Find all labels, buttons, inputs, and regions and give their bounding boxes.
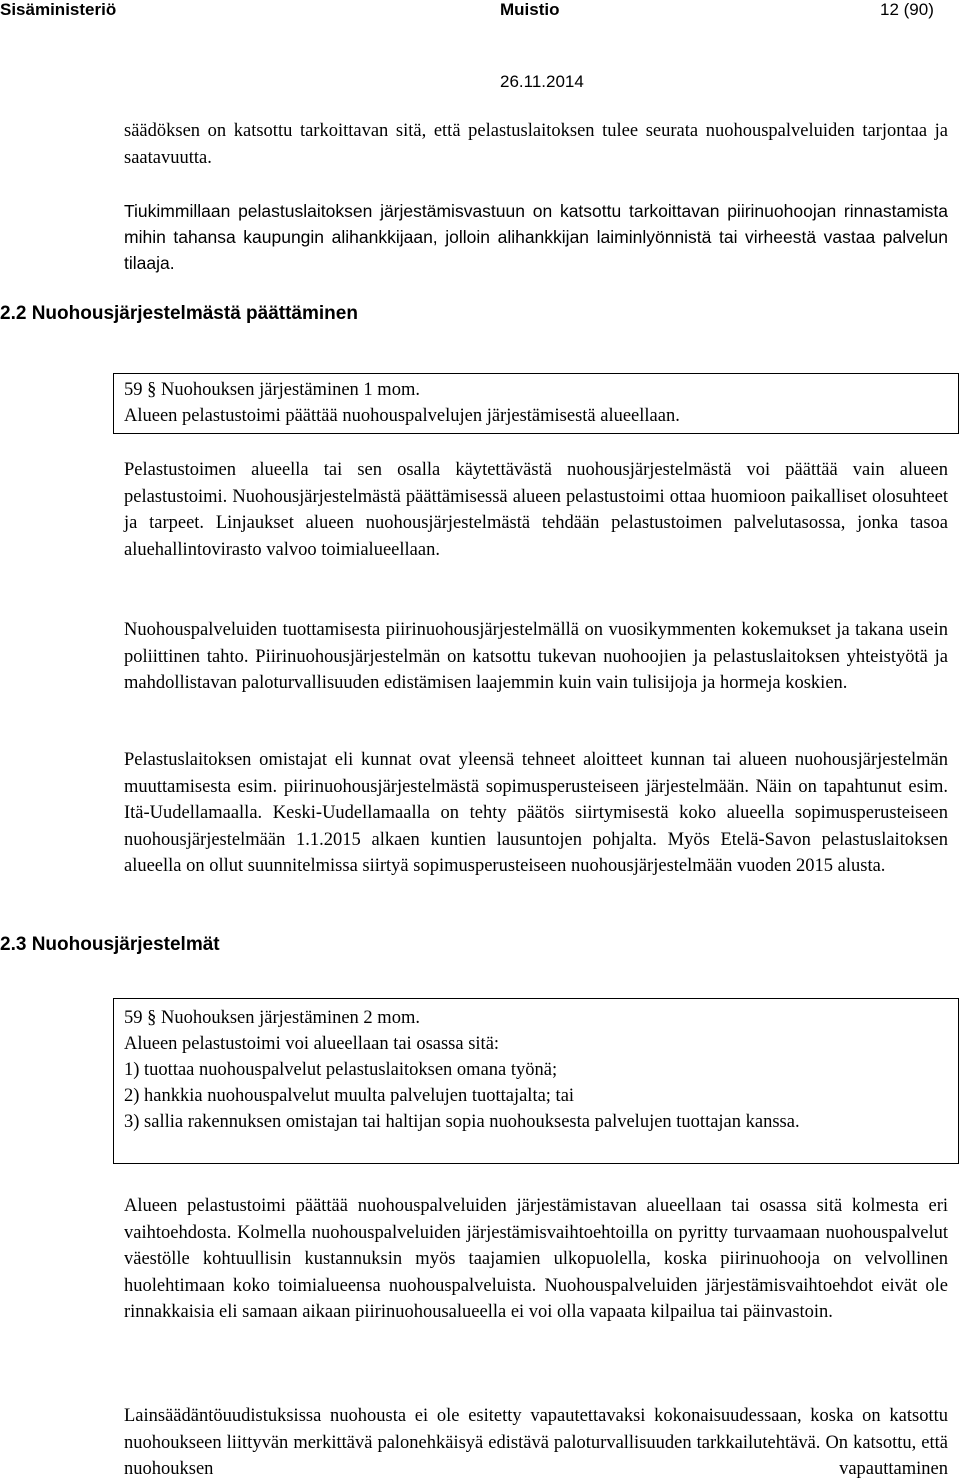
paragraph-1: säädöksen on katsottu tarkoittavan sitä, että pelastuslaitoksen tulee seurata nuohouspalveluiden tarjontaa ja saatavuutta. <box>124 121 948 168</box>
header-page-number: 12 (90) <box>880 0 934 19</box>
paragraph-5: Pelastuslaitoksen omistajat eli kunnat ovat yleensä tehneet aloitteet kunnan tai alueen nuohousjärjestelmän muuttamisesta esim. piirinuohousjärjestelmästä sopimusperusteiseen järjestelmään. Näin on tapahtunut esim. Itä-Uudellamaalla. Keski-Uudellamaalla on tehty päätös siirtymisestä koko alueella sopimusperusteiseen nuohousjärjestelmään 1.1.2015 alkaen kuntien lausuntojen pohjalta. Myös Etelä-Savon pelastuslaitoksen alueella on ollut suunnitelmissa siirtyä sopimusperusteiseen nuohousjärjestelmään vuoden 2015 alusta. <box>124 750 948 876</box>
law-citation-title: 59 § Nuohouksen järjestäminen 1 mom. <box>124 380 420 400</box>
header-doc-type: Muistio <box>500 0 560 19</box>
header-ministry: Sisäministeriö <box>0 0 117 19</box>
paragraph-7: Lainsäädäntöuudistuksissa nuohousta ei ole esitetty vapautettavaksi kokonaisuudessaan, koska on katsottu nuohoukseen liittyvän merkittävä palonehkäisyä edistävä paloturvallisuuden tarkkailutehtävä. On katsottu, että nuohouksen vapauttaminen <box>124 1406 948 1479</box>
law-citation-title: 59 § Nuohouksen järjestäminen 2 mom. <box>124 1008 420 1028</box>
law-citation-box-1 <box>113 373 959 434</box>
section-heading-2-3: 2.3 Nuohousjärjestelmät <box>0 934 220 955</box>
law-citation-box-2 <box>113 998 959 1164</box>
paragraph-4: Nuohouspalveluiden tuottamisesta piirinuohousjärjestelmällä on vuosikymmenten kokemukset ja takana usein poliittinen tahto. Piirinuohousjärjestelmän on katsottu tukevan nuohoojien ja pelastuslaitoksen yhteistyötä ja mahdollistavan paloturvallisuuden edistämisen laajemmin kuin vain tulisijoja ja hormeja koskien. <box>124 620 948 693</box>
law-citation-list-item: 2) hankkia nuohouspalvelut muulta palvelujen tuottajalta; tai <box>124 1086 575 1106</box>
paragraph-6: Alueen pelastustoimi päättää nuohouspalveluiden järjestämistavan alueellaan tai osassa sitä kolmesta eri vaihtoehdosta. Kolmella nuohouspalveluiden järjestämisvaihtoehtoilla on pyritty turvaamaan nuohouspalvelut väestölle kohtuullisin kustannuksin myös taajamien ulkopuolella, koska piirinuohooja on velvollinen huolehtimaan koko toimialueensa nuohouspalveluista. Nuohouspalveluiden järjestämisvaihtoehdot eivät ole rinnakkaisia eli samaan aikaan piirinuohousalueella ei voi olla vapaata kilpailua tai päinvastoin. <box>124 1196 948 1322</box>
paragraph-2: Tiukimmillaan pelastuslaitoksen järjestämisvastuun on katsottu tarkoittavan piirinuohoojan rinnastamista mihin tahansa kaupungin alihankkijaan, jolloin alihankkijan laiminlyönnistä tai virheestä vastaa palvelun tilaaja. <box>124 201 948 273</box>
header-date: 26.11.2014 <box>500 72 584 91</box>
law-citation-list-item: 3) sallia rakennuksen omistajan tai haltijan sopia nuohouksesta palvelujen tuottajan kanssa. <box>124 1112 800 1132</box>
law-citation-list-item: 1) tuottaa nuohouspalvelut pelastuslaitoksen omana työnä; <box>124 1060 558 1080</box>
section-heading-2-2: 2.2 Nuohousjärjestelmästä päättäminen <box>0 303 358 324</box>
paragraph-3: Pelastustoimen alueella tai sen osalla käytettävästä nuohousjärjestelmästä voi päättää vain alueen pelastustoimi. Nuohousjärjestelmästä päättämisessä alueen pelastustoimi ottaa huomioon paikalliset olosuhteet ja tarpeet. Linjaukset alueen nuohousjärjestelmästä tehdään pelastustoimen palvelutasossa, jonka tasoa aluehallintovirasto valvoo toimialueellaan. <box>124 460 948 560</box>
law-citation-text: Alueen pelastustoimi voi alueellaan tai osassa sitä: <box>124 1034 500 1054</box>
law-citation-text: Alueen pelastustoimi päättää nuohouspalvelujen järjestämisestä alueellaan. <box>124 406 680 426</box>
